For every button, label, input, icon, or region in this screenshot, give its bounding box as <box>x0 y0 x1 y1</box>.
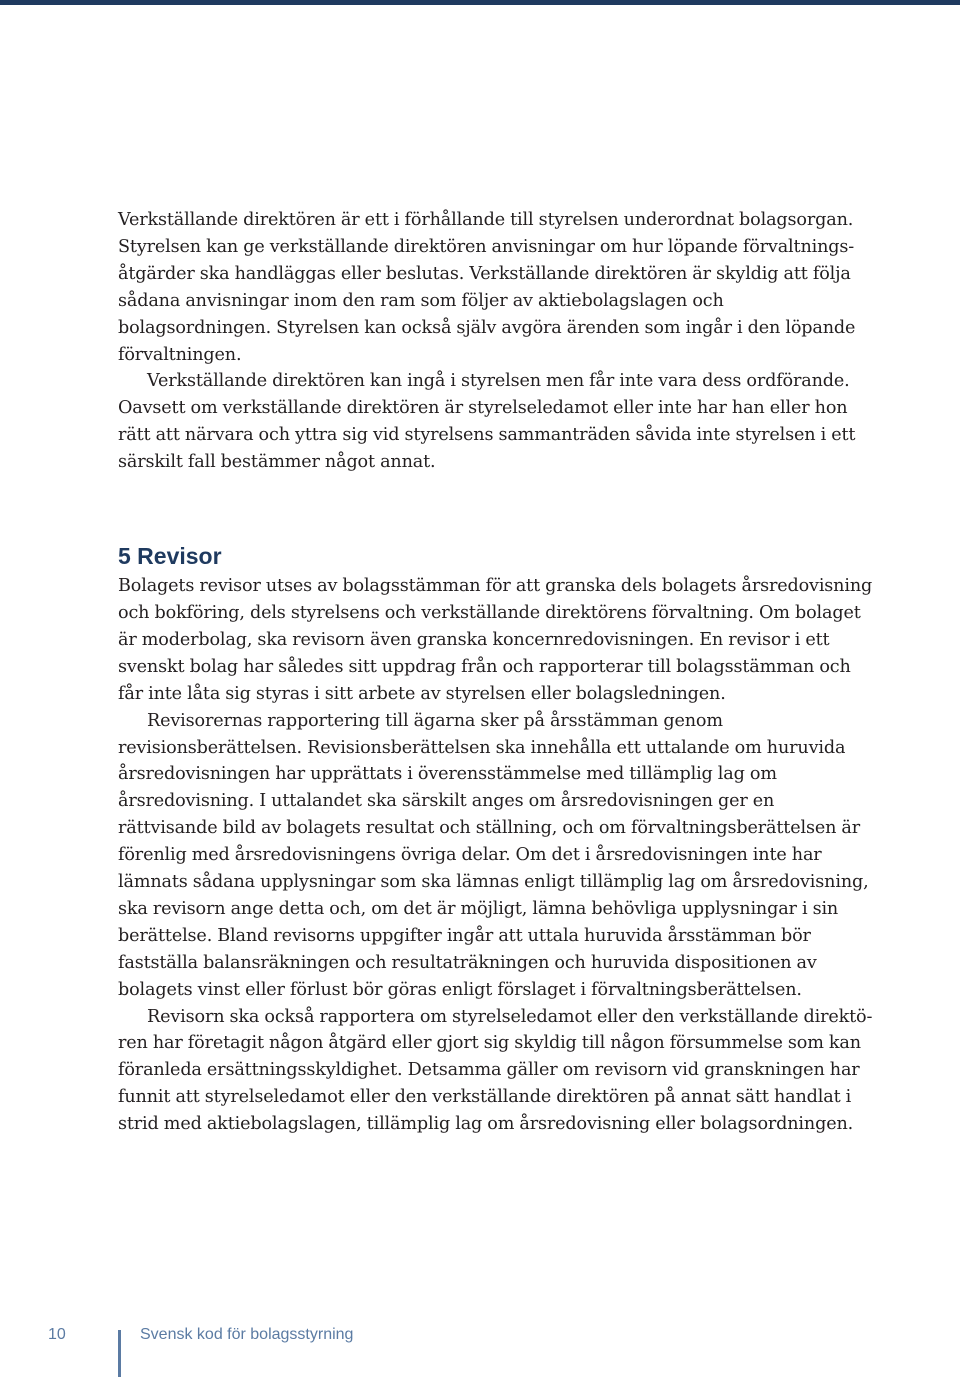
page-body <box>118 207 878 1138</box>
intro-paragraph-1: Verkställande direktören är ett i förhållande till styrelsen underordnat bolagsorgan. Styrelsen kan ge verkställande direktören anvisningar om hur löpande förvaltningsåtgärder ska handläggas eller beslutas. Verkställande direktören är skyldig att följa sådana anvisningar inom den ram som följer av aktiebolagslagen och bolagsordningen. Styrelsen kan också själv avgöra ärenden som ingår i den löpande förvaltningen. <box>118 210 856 365</box>
section-paragraph-1: Bolagets revisor utses av bolagsstämman för att granska dels bolagets årsredovisning och bokföring, dels styrelsens och verkställande direktörens förvaltning. Om bolaget är moderbolag, ska revisorn även granska koncernredovisningen. En revisor i ett svenskt bolag har således sitt uppdrag från och rapporterar till bolagsstämman och får inte låta sig styras i sitt arbete av styrelsen eller bolagsledningen. <box>118 576 873 704</box>
page-number: 10 <box>48 1326 66 1343</box>
section-paragraph-2: Revisorernas rapportering till ägarna sker på årsstämman genom revisionsberättelsen. Revisionsberättelsen ska innehålla ett uttalande om huruvida årsredovisningen har upprättats i överensstämmelse med tillämplig lag om årsredovisning. I uttalandet ska särskilt anges om årsredovisningen ger en rättvisande bild av bolagets resultat och ställning, och om förvaltningsberättelsen är förenlig med årsredovisningens övriga delar. Om det i årsredovisningen inte har lämnats sådana upplysningar som ska lämnas enligt tillämplig lag om årsredovisning, ska revisorn ange detta och, om det är möjligt, lämna behövliga upplysningar i sin berättelse. Bland revisorns uppgifter ingår att uttala huruvida årsstämman bör fastställa balansräkningen och resultaträkningen och huruvida dispositionen av bolagets vinst eller förlust bör göras enligt förslaget i förvaltningsberättelsen. <box>118 710 869 1000</box>
top-rule <box>0 0 960 5</box>
section-paragraph-3: Revisorn ska också rapportera om styrelseledamot eller den verkställande direktören har företagit någon åtgärd eller gjort sig skyldig till någon försummelse som kan föranleda ersättningsskyldighet. Detsamma gäller om revisorn vid granskningen har funnit att styrelseledamot eller den verkställande direktören på annat sätt handlat i strid med aktiebolagslagen, tillämplig lag om årsredovisning eller bolagsordningen. <box>118 1006 873 1135</box>
footer-document-title: Svensk kod för bolagsstyrning <box>140 1326 354 1343</box>
intro-paragraph-2: Verkställande direktören kan ingå i styrelsen men får inte vara dess ordförande. Oavsett om verkställande direktören är styrelseledamot eller inte har han eller hon rätt att närvara och yttra sig vid styrelsens sammanträden såvida inte styrelsen i ett särskilt fall bestämmer något annat. <box>118 371 856 473</box>
section-heading-revisor: 5 Revisor <box>118 543 222 570</box>
footer-divider <box>118 1330 121 1377</box>
